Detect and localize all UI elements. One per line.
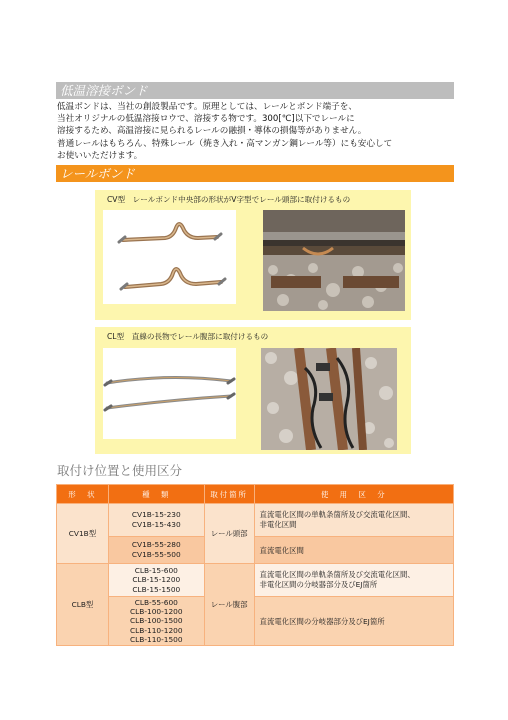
usage-cell <box>254 504 453 537</box>
cv-type-panel <box>95 190 411 320</box>
type-item: CV1B-15-430 <box>131 520 181 529</box>
section-title-usage: 取付け位置と使用区分 <box>57 463 183 478</box>
type-item: CLB-15-1200 <box>132 575 181 585</box>
shape-cell-clb: CLB型 <box>57 564 109 646</box>
usage-cell: 直流電化区間の分岐器部分及びEJ箇所 <box>254 597 453 646</box>
types-cell <box>108 564 204 597</box>
types-cell <box>108 597 204 646</box>
usage-line: 非電化区間の分岐器部分及びEJ箇所 <box>259 580 378 589</box>
intro-line: 溶接するため、高温溶接に見られるレールの融損・導体の損傷等がありません。 <box>57 126 367 137</box>
cv-installed-photo <box>263 210 405 311</box>
types-cell <box>108 504 204 537</box>
types-cell <box>108 537 204 564</box>
table-header-row <box>57 485 454 504</box>
shape-cell-cv1b: CV1B型 <box>57 504 109 564</box>
intro-line: 低温ボンドは、当社の創設製品です。原理としては、レールとボンド端子を、 <box>57 102 357 112</box>
cv-bond-product-image <box>103 210 236 304</box>
intro-paragraph <box>57 101 457 162</box>
type-item: CLB-15-600 <box>134 565 178 575</box>
type-item: CV1B-55-280 <box>131 540 181 549</box>
header-usage: 使 用 区 分 <box>254 485 453 504</box>
cl-type-panel <box>95 327 411 454</box>
type-item: CLB-110-1200 <box>129 625 183 635</box>
usage-cell: 直流電化区間 <box>254 537 453 564</box>
table-row <box>57 537 454 564</box>
type-item: CLB-100-1500 <box>129 616 183 626</box>
intro-line: 普通レールはもちろん、特殊レール（焼き入れ・高マンガン鋼レール等）にも安心して <box>57 138 393 149</box>
intro-line: 当社オリジナルの低温溶接ロウで、溶接する物です。300[℃]以下でレールに <box>57 114 355 125</box>
type-item: CLB-110-1500 <box>129 634 183 644</box>
type-item: CV1B-55-500 <box>131 550 181 559</box>
cl-installed-photo <box>261 348 397 450</box>
header-type: 種 類 <box>108 485 204 504</box>
usage-cell <box>254 564 453 597</box>
section-header-low-temp-bond <box>56 82 454 99</box>
section-header-rail-bond <box>56 165 454 182</box>
cv-caption: CV型 レールボンド中央部の形状がV字型でレール頭部に取付けるもの <box>107 195 351 204</box>
usage-line: 非電化区間 <box>259 520 297 529</box>
location-cell-head: レール頭部 <box>204 504 254 564</box>
table-row <box>57 564 454 597</box>
section-title: 低温溶接ボンド <box>60 83 148 98</box>
table-row <box>57 597 454 646</box>
type-item: CLB-100-1200 <box>129 607 183 617</box>
intro-line: お使いいただけます。 <box>57 150 143 161</box>
usage-table <box>56 484 454 646</box>
type-item: CLB-15-1500 <box>132 584 181 594</box>
cl-bond-product-image <box>103 348 236 439</box>
type-item: CV1B-15-230 <box>131 510 181 519</box>
header-location: 取付箇所 <box>204 485 254 504</box>
header-shape: 形 状 <box>57 485 109 504</box>
location-cell-web: レール腹部 <box>204 564 254 646</box>
table-row <box>57 504 454 537</box>
type-item: CLB-55-600 <box>134 598 178 607</box>
usage-line: 直流電化区間の単軌条箇所及び交流電化区間、 <box>259 510 415 519</box>
usage-line: 直流電化区間の単軌条箇所及び交流電化区間、 <box>259 570 415 579</box>
section-title: レールボンド <box>60 166 135 181</box>
cl-caption: CL型 直線の長物でレール腹部に取付けるもの <box>107 332 269 341</box>
